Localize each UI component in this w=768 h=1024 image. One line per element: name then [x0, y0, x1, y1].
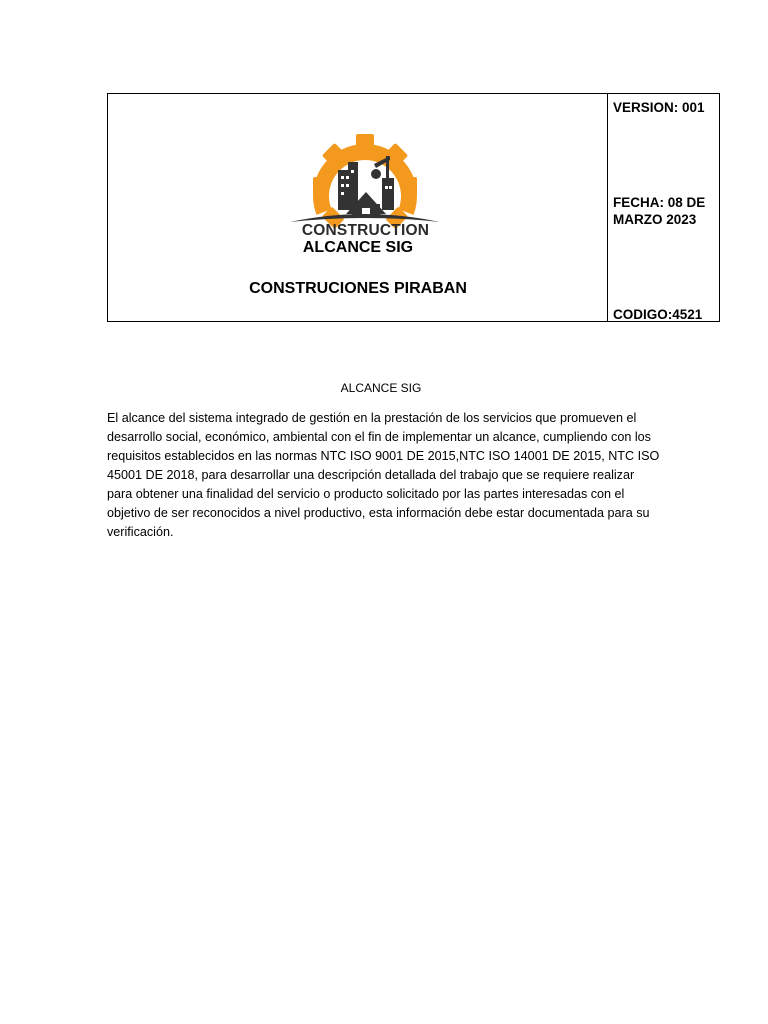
header-title-cell [108, 94, 608, 321]
document-header-table [107, 93, 720, 322]
version-label: VERSION: 001 [613, 100, 705, 115]
company-name: CONSTRUCIONES PIRABAN [249, 280, 467, 297]
header-meta-cell [608, 94, 719, 321]
scope-paragraph: El alcance del sistema integrado de gestión en la prestación de los servicios que promueven el desarrollo social, económico, ambiental con el fin de implementar un alcance, cumpliendo con los requisitos establecidos en las normas NTC ISO 9001 DE 2015,NTC ISO 14001 DE 2015, NTC ISO 45001 DE 2018, para desarrollar una descripción detallada del trabajo que se requiere realizar para obtener una finalidad del servicio o producto solicitado por las partes interesadas con el objetivo de ser reconocidos a nivel productivo, esta información debe estar documentada para su verificación. [107, 411, 660, 539]
section-heading: ALCANCE SIG [340, 381, 422, 395]
date-label: FECHA: 08 DE MARZO 2023 [613, 195, 706, 227]
logo-wordmark: CONSTRUCTION [301, 222, 430, 239]
document-title: ALCANCE SIG [302, 239, 414, 256]
code-label: CODIGO:4521 [613, 307, 703, 322]
